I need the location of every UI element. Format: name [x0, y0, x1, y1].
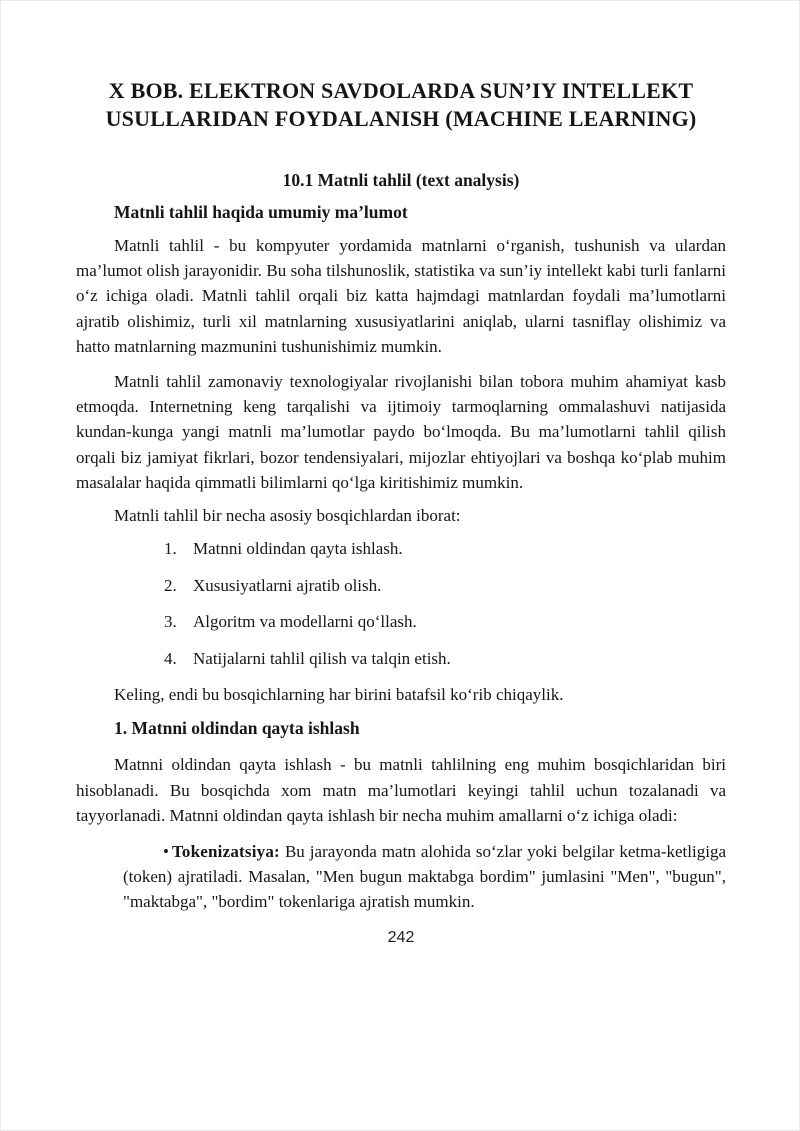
list-item [164, 646, 726, 671]
section-heading: 10.1 Matnli tahlil (text analysis) [282, 170, 520, 190]
chapter-title-line2: USULLARIDAN FOYDALANISH (MACHINE LEARNING) [105, 106, 697, 131]
list-item-number: 2. [164, 575, 177, 595]
page-number: 242 [387, 928, 415, 946]
bullet-text: Bu jarayonda matn alohida soʻzlar yoki belgilar ketma-ketligiga (token) ajratiladi. Masalan, "Men bugun maktabga bordim" jumlasini "Men", "bugun", "maktabga", "bordim" tokenlariga ajratish mumkin. [123, 842, 726, 912]
subsection-heading: Matnli tahlil haqida umumiy ma’lumot [114, 202, 408, 222]
chapter-title [76, 77, 726, 133]
document-page [1, 1, 800, 947]
closing-line: Keling, endi bu bosqichlarning har birini batafsil koʻrib chiqaylik. [114, 685, 564, 705]
list-item-label: Natijalarni tahlil qilish va talqin etish. [193, 648, 451, 668]
paragraph-preprocessing: Matnni oldindan qayta ishlash - bu matnli tahlilning eng muhim bosqichlaridan biri hisoblanadi. Bu bosqichda xom matn ma’lumotlari keyingi tahlil uchun tozalanadi va tayyorlanadi. Matnni oldindan qayta ishlash bir necha muhim amallarni oʻz ichiga oladi: [76, 755, 726, 825]
list-item-label: Matnni oldindan qayta ishlash. [193, 539, 403, 559]
list-item-number: 1. [164, 539, 177, 559]
paragraph-text-analysis-intro: Matnli tahlil - bu kompyuter yordamida matnlarni oʻrganish, tushunish va ulardan ma’lumot olish jarayonidir. Bu soha tilshunoslik, statistika va sun’iy intellekt kabi turli fanlarni oʻz ichiga oladi. Matnli tahlil orqali biz katta hajmdagi matnlardan foydali ma’lumotlarni ajratib olishimiz, turli xil matnlarning xususiyatlarini aniqlab, ularni tasniflay olishimiz va hatto matnlarning mazmunini tushunishimiz mumkin. [76, 236, 726, 356]
list-intro: Matnli tahlil bir necha asosiy bosqichlardan iborat: [114, 506, 461, 526]
steps-list [76, 536, 726, 671]
chapter-title-line1: X BOB. ELEKTRON SAVDOLARDA SUN’IY INTELLEKT [108, 78, 694, 103]
bullet-term: Tokenizatsiya: [171, 842, 280, 862]
list-item-number: 4. [164, 648, 177, 668]
list-item-number: 3. [164, 612, 177, 632]
list-item [164, 573, 726, 598]
subsection2-heading: 1. Matnni oldindan qayta ishlash [114, 718, 360, 739]
bullet-marker: • [163, 842, 169, 862]
list-item-label: Algoritm va modellarni qoʻllash. [193, 612, 417, 632]
list-item [164, 536, 726, 561]
list-item-label: Xususiyatlarni ajratib olish. [193, 575, 382, 595]
list-item [164, 609, 726, 634]
bullet-tokenization [123, 839, 726, 915]
paragraph-text-analysis-importance: Matnli tahlil zamonaviy texnologiyalar rivojlanishi bilan tobora muhim ahamiyat kasb etmoqda. Internetning keng tarqalishi va ijtimoiy tarmoqlarning ommalashuvi natijasida kundan-kunga yangi matnli ma’lumotlar paydo boʻlmoqda. Bu ma’lumotlarni tahlil qilish orqali biz jamiyat fikrlari, bozor tendensiyalari, mijozlar ehtiyojlari va boshqa koʻplab muhim masalalar haqida qimmatli bilimlarni qoʻlga kiritishimiz mumkin. [76, 372, 726, 492]
